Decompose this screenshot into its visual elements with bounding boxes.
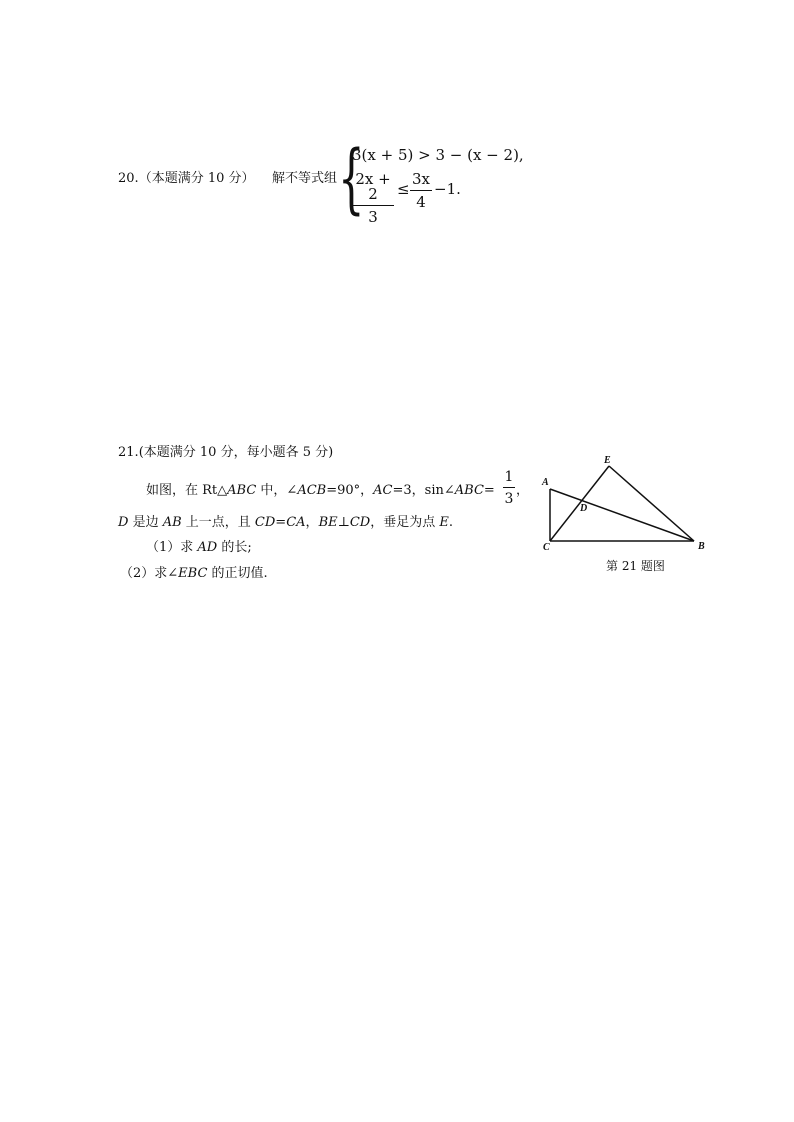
problem-21-line-2: D 是边 AB 上一点，且 CD=CA，BE⊥CD，垂足为点 E.: [118, 515, 453, 530]
ineq2-rhs-fraction: 3x 4: [411, 170, 430, 211]
sin-fraction: 1 3: [504, 469, 514, 507]
segment-eb: [609, 466, 694, 541]
label-c: C: [543, 542, 550, 552]
label-d: D: [580, 503, 588, 514]
problem-20-instruction: 解不等式组: [272, 171, 338, 186]
problem-20-header: [118, 172, 255, 185]
label-e: E: [604, 455, 611, 466]
problem-score: (本题满分 10 分，每小题各 5 分): [138, 445, 334, 460]
left-brace: {: [338, 133, 365, 222]
label-b: B: [698, 541, 705, 552]
question-1: （1）求 AD 的长;: [146, 540, 252, 555]
ineq2-relation: ≤: [397, 180, 410, 198]
question-2: （2）求∠EBC 的正切值.: [120, 566, 268, 581]
figure-caption: 第 21 题图: [606, 559, 665, 573]
line-1-end: ，: [516, 483, 530, 498]
problem-number: 20.: [118, 171, 139, 186]
problem-21-header: [118, 446, 333, 459]
figure-21-diagram: [538, 452, 718, 552]
ineq2-tail: −1.: [434, 180, 461, 198]
problem-number: 21.: [118, 445, 139, 460]
problem-21-line-1: 如图，在 Rt△ABC 中，∠ACB=90°，AC=3，sin∠ABC=: [146, 483, 495, 498]
segment-ab: [550, 489, 694, 541]
label-a: A: [542, 477, 549, 488]
inequality-1: 3(x + 5) > 3 − (x − 2),: [352, 146, 524, 164]
problem-score: （本题满分 10 分）: [138, 171, 255, 186]
ineq2-lhs-fraction: 2x + 2 3: [352, 172, 394, 225]
